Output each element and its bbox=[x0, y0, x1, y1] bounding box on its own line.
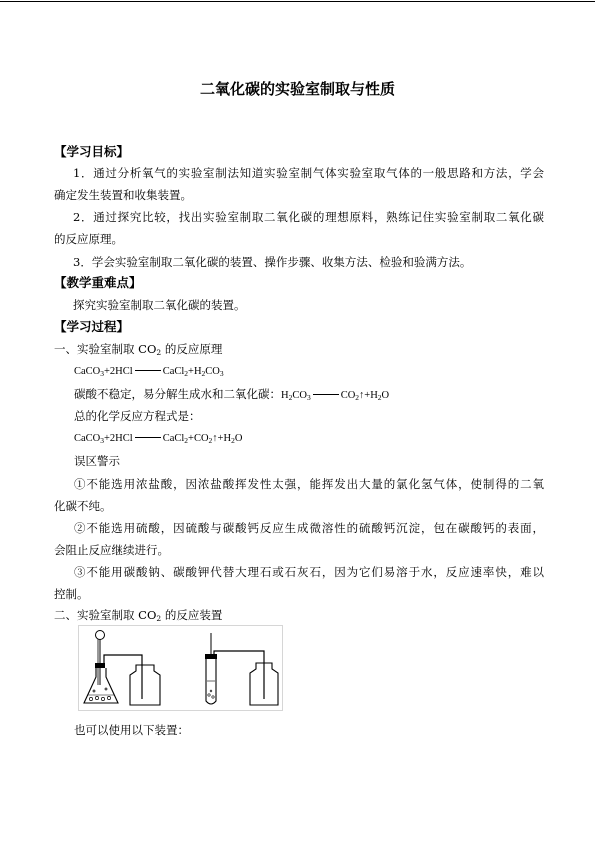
goal-2-line-1: 2．通过探究比较，找出实验室制取二氧化碳的理想原料，熟练记住实验室制取二氧化碳 bbox=[73, 210, 544, 224]
total-equation-label: 总的化学反应方程式是： bbox=[74, 409, 201, 423]
warning-1-line-1: ①不能选用浓盐酸，因浓盐酸挥发性太强，能挥发出大量的氯化氢气体，使制得的二氧 bbox=[74, 477, 544, 491]
goal-1-line-1: 1．通过分析氧气的实验室制法知道实验室制气体实验室取气体的一般思路和方法，学会 bbox=[73, 166, 544, 180]
goals-heading: 【学习目标】 bbox=[54, 144, 130, 159]
equation-3: CaCO$_3$+2HCl $CaCl_2+CO_2↑+H_2O$ bbox=[74, 433, 243, 445]
decomposition-line: 碳酸不稳定，易分解生成水和二氧化碳：$H_2CO_3$ $CO_2↑+H_2O$ bbox=[74, 387, 390, 402]
warning-2-line-2: 会阻止反应继续进行。 bbox=[54, 543, 169, 557]
goal-3: 3．学会实验室制取二氧化碳的装置、操作步骤、收集方法、检验和验满方法。 bbox=[73, 255, 472, 269]
warning-2-line-1: ②不能选用硫酸，因硫酸与碳酸钙反应生成微溶性的硫酸钙沉淀，包在碳酸钙的表面， bbox=[74, 521, 544, 535]
key-text: 探究实验室制取二氧化碳的装置。 bbox=[73, 298, 246, 312]
warning-heading: 误区警示 bbox=[74, 454, 120, 468]
header-rule bbox=[0, 1, 595, 2]
key-heading: 【教学重难点】 bbox=[54, 275, 142, 290]
goal-1-line-2: 确定发生装置和收集装置。 bbox=[54, 188, 192, 202]
warning-3-line-1: ③不能用碳酸钠、碳酸钾代替大理石或石灰石，因为它们易溶于水，反应速率快，难以 bbox=[74, 565, 544, 579]
equation-3-equals bbox=[135, 437, 161, 438]
page-title: 二氧化碳的实验室制取与性质 bbox=[199, 80, 395, 98]
part-1-heading: 一、实验室制取 $CO_2$ 的反应原理 bbox=[54, 342, 223, 357]
alternative-apparatus-text: 也可以使用以下装置： bbox=[74, 723, 189, 737]
part-2-heading: 二、实验室制取 $CO_2$ 的反应装置 bbox=[54, 608, 223, 623]
equation-1-equals bbox=[135, 370, 161, 371]
equation-2-equals bbox=[313, 394, 339, 395]
warning-3-line-2: 控制。 bbox=[54, 587, 89, 601]
warning-1-line-2: 化碳不纯。 bbox=[54, 499, 112, 513]
equation-1: CaCO$_3$+2HCl $CaCl_2+H_2CO_3$ bbox=[74, 366, 224, 378]
apparatus-diagram bbox=[78, 625, 283, 711]
process-heading: 【学习过程】 bbox=[54, 319, 130, 334]
goal-2-line-2: 的反应原理。 bbox=[54, 232, 123, 246]
